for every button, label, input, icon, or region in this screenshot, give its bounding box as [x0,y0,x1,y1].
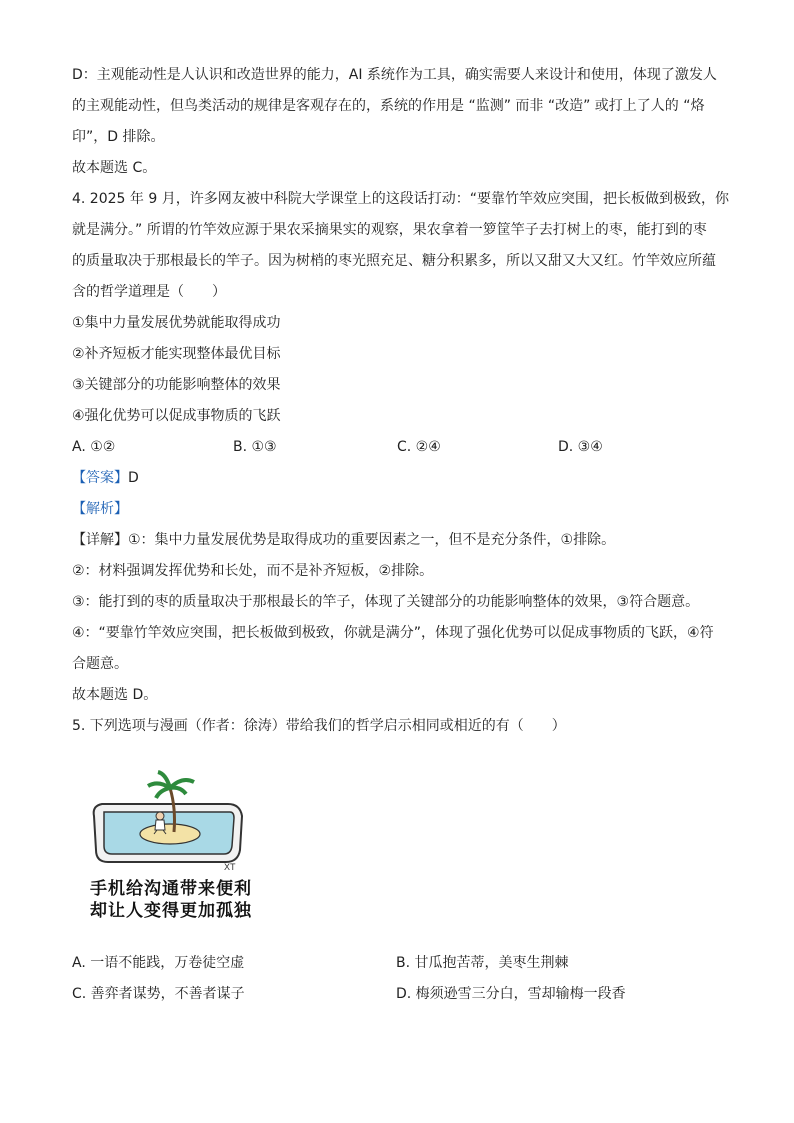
q4-conclusion: 故本题选 D。 [72,687,158,703]
q4-stem-line1: 4. 2025 年 9 月，许多网友被中科院大学课堂上的这段话打动：“要靠竹竿效应突围，把长板做到极致，你 [72,191,729,207]
document-page [72,60,727,1010]
cartoon-drawing [88,758,258,873]
q4-answer-line [72,463,727,494]
prev-d-analysis-line2: 的主观能动性，但鸟类活动的规律是客观存在的，系统的作用是 “监测” 而非 “改造” 或打上了人的 “烙 [72,98,705,114]
q4-option-c[interactable]: C. ②④ [397,439,441,455]
q4-detail-line1 [72,525,727,556]
q4-option-b[interactable]: B. ①③ [233,439,277,455]
q5-options-row1 [72,948,727,979]
cartoon-figure [88,758,258,938]
cartoon-signature: XT [224,862,236,872]
q4-detail-line4b: 合题意。 [72,656,128,672]
q5-option-c[interactable]: C. 善弈者谋势，不善者谋子 [72,986,245,1002]
answer-value: D [128,470,139,486]
q4-analysis-line [72,494,727,525]
q4-option-d[interactable]: D. ③④ [558,439,603,455]
q5-option-a[interactable]: A. 一语不能践，万卷徒空虚 [72,955,245,971]
cartoon-caption [90,878,252,922]
q4-detail-line2: ②：材料强调发挥优势和长处，而不是补齐短板，②排除。 [72,563,434,579]
q4-stem-line2: 就是满分。” 所谓的竹竿效应源于果农采摘果实的观察，果农拿着一箩筐竿子去打树上的枣，能打到的枣 [72,222,707,238]
answer-tag: 【答案】 [72,470,128,486]
q4-statement-3: ③关键部分的功能影响整体的效果 [72,377,281,393]
cartoon-caption-line2: 却让人变得更加孤独 [90,901,252,921]
prev-conclusion: 故本题选 C。 [72,160,157,176]
q5-option-b[interactable]: B. 甘瓜抱苦蒂，美枣生荆棘 [396,955,569,971]
q4-statement-1: ①集中力量发展优势就能取得成功 [72,315,281,331]
q5-option-d[interactable]: D. 梅须逊雪三分白，雪却输梅一段香 [396,986,626,1002]
q4-detail-line4a: ④：“要靠竹竿效应突围，把长板做到极致，你就是满分”，体现了强化优势可以促成事物质的飞跃，④符 [72,625,714,641]
cartoon-caption-line1: 手机给沟通带来便利 [90,879,252,899]
analysis-tag: 【解析】 [72,501,128,517]
q4-options [72,432,727,463]
prev-d-analysis-line1: D：主观能动性是人认识和改造世界的能力，AI 系统作为工具，确实需要人来设计和使用，体现了激发人 [72,67,717,83]
q4-stem-line3: 的质量取决于那根最长的竿子。因为树梢的枣光照充足、糖分积累多，所以又甜又大又红。竹竿效应所蕴 [72,253,716,269]
q4-option-a[interactable]: A. ①② [72,439,116,455]
q5-options-row2 [72,979,727,1010]
q4-detail-line3: ③：能打到的枣的质量取决于那根最长的竿子，体现了关键部分的功能影响整体的效果，③符合题意。 [72,594,700,610]
detail-tag: 【详解】 [72,532,128,548]
island-icon [140,824,200,844]
q4-statement-2: ②补齐短板才能实现整体最优目标 [72,346,281,362]
q4-statement-4: ④强化优势可以促成事物质的飞跃 [72,408,281,424]
q4-stem-line4: 含的哲学道理是（ ） [72,284,226,300]
detail-text-1: ①：集中力量发展优势是取得成功的重要因素之一，但不是充分条件，①排除。 [128,532,616,548]
prev-d-analysis-line3: 印”，D 排除。 [72,129,165,145]
q5-stem: 5. 下列选项与漫画（作者：徐涛）带给我们的哲学启示相同或相近的有（ ） [72,718,566,734]
